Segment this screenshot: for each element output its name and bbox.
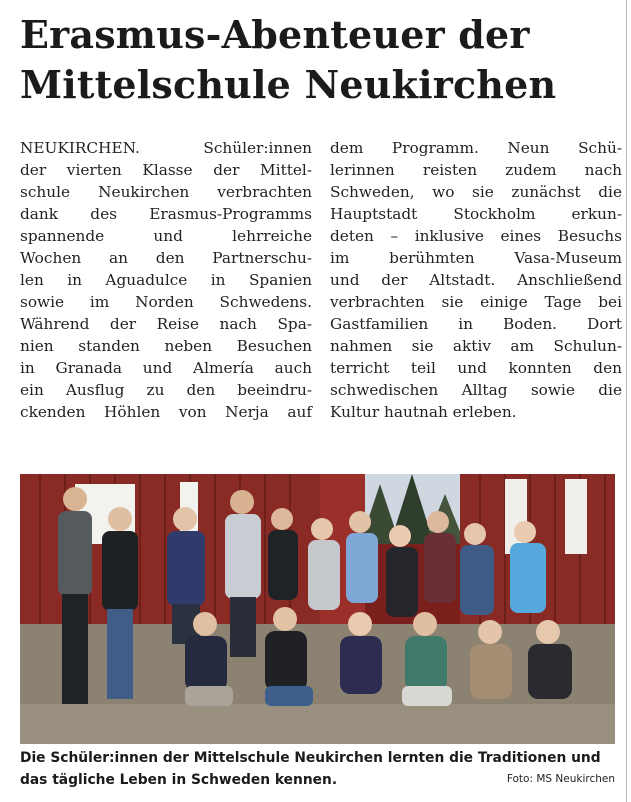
text-line: in Granada und Almería auch bbox=[20, 359, 312, 377]
text-line: len in Aguadulce in Spanien bbox=[20, 271, 312, 289]
text-line: im berühmten Vasa-Museum bbox=[330, 249, 622, 267]
caption-line-1: Die Schüler:innen der Mittelschule Neukirchen lernten die Traditionen und bbox=[20, 750, 601, 766]
text-line: Hauptstadt Stockholm erkun- bbox=[330, 205, 622, 223]
caption-line-2: das tägliche Leben in Schweden kennen. bbox=[20, 772, 338, 788]
text-line: NEUKIRCHEN. Schüler:innen bbox=[20, 139, 312, 157]
article-column-left bbox=[20, 137, 312, 423]
headline bbox=[20, 10, 620, 110]
text-line: lerinnen reisten zudem nach bbox=[330, 161, 622, 179]
text-line: terricht teil und konnten den bbox=[330, 359, 622, 377]
headline-line-2: Mittelschule Neukirchen bbox=[20, 62, 557, 107]
text-line: schwedischen Alltag sowie die bbox=[330, 381, 622, 399]
text-line: nahmen sie aktiv am Schulun- bbox=[330, 337, 622, 355]
text-line: spannende und lehrreiche bbox=[20, 227, 312, 245]
text-line: ein Ausflug zu den beeindru- bbox=[20, 381, 312, 399]
text-line: schule Neukirchen verbrachten bbox=[20, 183, 312, 201]
group-photo bbox=[20, 474, 615, 744]
headline-line-1: Erasmus-Abenteuer der bbox=[20, 12, 530, 57]
text-line: verbrachten sie einige Tage bei bbox=[330, 293, 622, 311]
photo-credit: Foto: MS Neukirchen bbox=[506, 773, 615, 785]
text-line: ckenden Höhlen von Nerja auf bbox=[20, 403, 312, 421]
text-line: Während der Reise nach Spa- bbox=[20, 315, 312, 333]
text-line: Wochen an den Partnerschu- bbox=[20, 249, 312, 267]
text-line: der vierten Klasse der Mittel- bbox=[20, 161, 312, 179]
text-line: sowie im Norden Schwedens. bbox=[20, 293, 312, 311]
text-line: und der Altstadt. Anschließend bbox=[330, 271, 622, 289]
text-line: dem Programm. Neun Schü- bbox=[330, 139, 622, 157]
text-line: deten – inklusive eines Besuchs bbox=[330, 227, 622, 245]
text-line: Kultur hautnah erleben. bbox=[330, 403, 517, 421]
text-line: dank des Erasmus-Programms bbox=[20, 205, 312, 223]
group-photo-illustration bbox=[20, 474, 615, 744]
text-line: Gastfamilien in Boden. Dort bbox=[330, 315, 622, 333]
article-column-right bbox=[330, 137, 622, 423]
text-line: nien standen neben Besuchen bbox=[20, 337, 312, 355]
text-line: Schweden, wo sie zunächst die bbox=[330, 183, 622, 201]
column-rule bbox=[626, 0, 627, 802]
